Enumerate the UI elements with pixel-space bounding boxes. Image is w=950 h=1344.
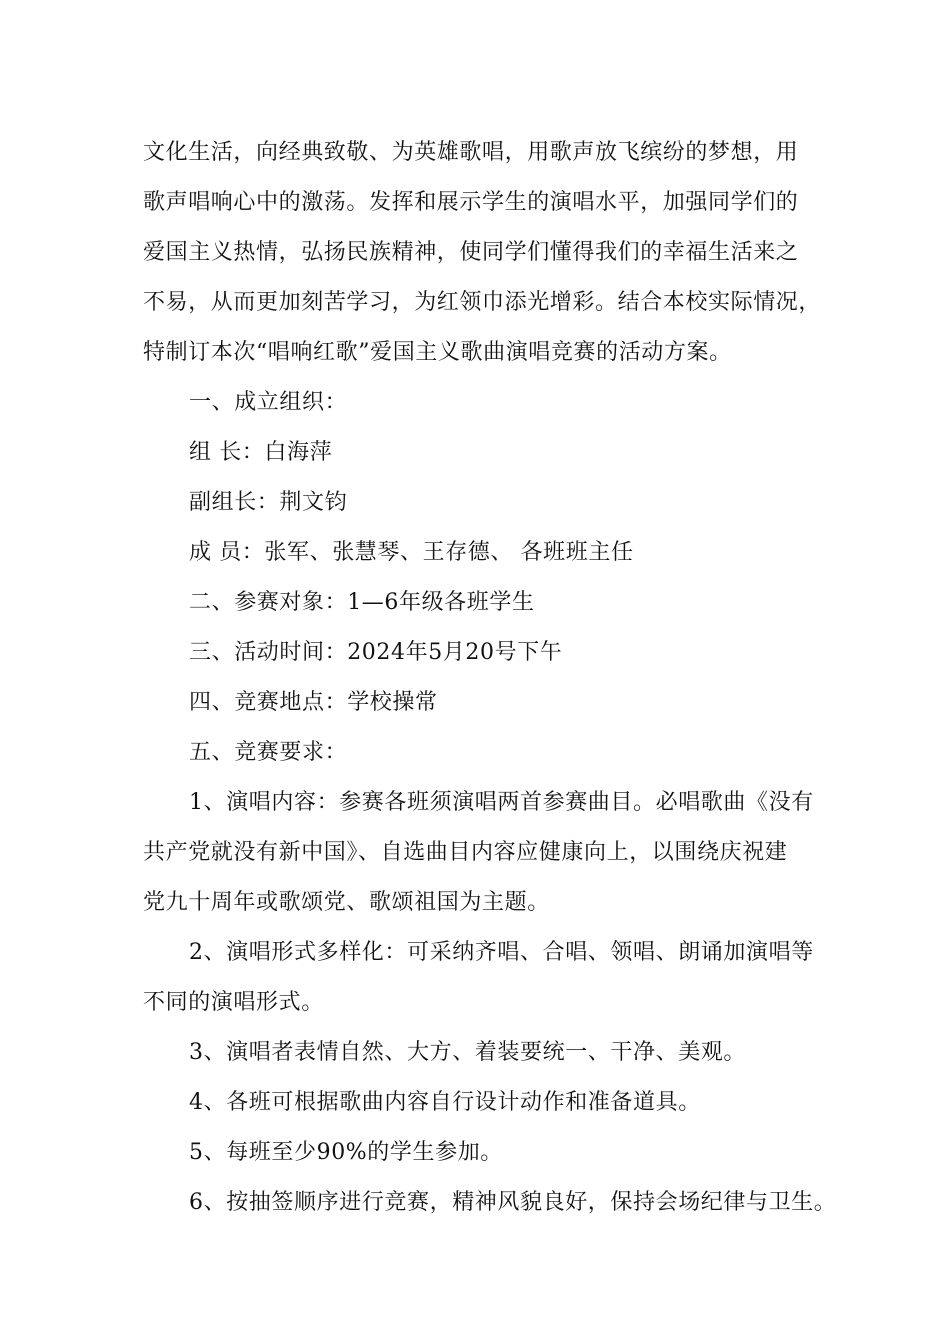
requirement-item-6: 6、按抽签顺序进行竞赛，精神风貌良好，保持会场纪律与卫生。 (189, 1190, 837, 1215)
organization-leader: 组 长：白海萍 (189, 440, 333, 465)
requirement-item-1-continued: 党九十周年或歌颂党、歌颂祖国为主题。 (143, 890, 550, 915)
section-heading-venue: 四、竞赛地点：学校操常 (189, 690, 438, 715)
organization-deputy-leader: 副组长：荆文钧 (189, 490, 348, 515)
requirement-item-1-continued: 共产党就没有新中国》、自选曲目内容应健康向上，以围绕庆祝建 (143, 840, 788, 865)
document-body (143, 128, 837, 1228)
requirement-item-4: 4、各班可根据歌曲内容自行设计动作和准备道具。 (189, 1090, 701, 1115)
paragraph-line: 歌声唱响心中的激荡。发挥和展示学生的演唱水平，加强同学们的 (143, 190, 799, 215)
requirement-item-2: 2、演唱形式多样化：可采纳齐唱、合唱、领唱、朗诵加演唱等 (189, 940, 814, 965)
paragraph-line: 爱国主义热情，弘扬民族精神，使同学们懂得我们的幸福生活来之 (143, 240, 799, 265)
requirement-item-3: 3、演唱者表情自然、大方、着装要统一、干净、美观。 (189, 1040, 746, 1065)
requirement-item-2-continued: 不同的演唱形式。 (143, 990, 324, 1015)
organization-members: 成 员：张军、张慧琴、王存德、 各班班主任 (189, 540, 634, 565)
section-heading-activity-time: 三、活动时间：2024年5月20号下午 (189, 640, 563, 665)
section-heading-requirements: 五、竞赛要求： (189, 740, 348, 765)
section-heading-organization: 一、成立组织： (189, 390, 348, 415)
requirement-item-5: 5、每班至少90%的学生参加。 (189, 1140, 503, 1165)
paragraph-line: 文化生活，向经典致敬、为英雄歌唱，用歌声放飞缤纷的梦想，用 (143, 140, 799, 165)
section-heading-participants: 二、参赛对象：1—6年级各班学生 (189, 590, 535, 615)
requirement-item-1: 1、演唱内容：参赛各班须演唱两首参赛曲目。必唱歌曲《没有 (189, 790, 814, 815)
paragraph-line: 特制订本次“唱响红歌”爱国主义歌曲演唱竞赛的活动方案。 (143, 340, 732, 365)
paragraph-line: 不易，从而更加刻苦学习，为红领巾添光增彩。结合本校实际情况， (143, 290, 822, 315)
